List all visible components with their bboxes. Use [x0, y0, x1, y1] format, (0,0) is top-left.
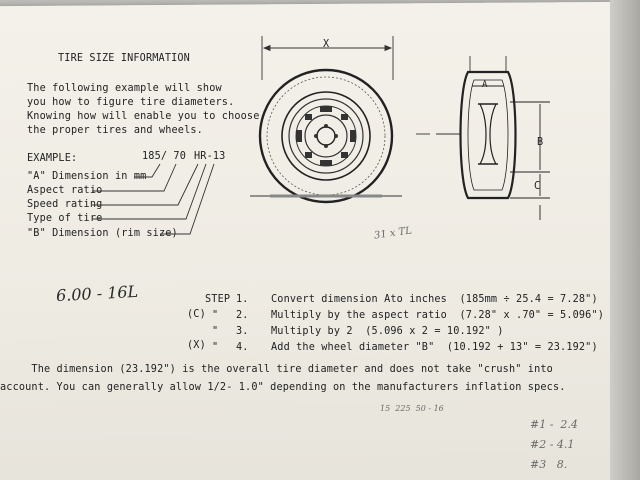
handwritten-note-2: #2 - 4.1: [530, 438, 575, 451]
intro-line: Knowing how will enable you to choose: [27, 111, 260, 122]
conclusion-line: The dimension (23.192") is the overall tire diameter and does not take "crush" into: [0, 364, 553, 375]
step-mark-x: (X): [187, 340, 206, 351]
intro-line: The following example will show: [27, 83, 222, 94]
diagram-x-label: X: [323, 39, 330, 50]
handwritten-bottom-note: 15 225 50 - 16: [380, 404, 444, 413]
step-2-text: Multiply by the aspect ratio (7.28" x .70" = 5.096"): [271, 310, 605, 321]
example-code: HR-13: [194, 151, 226, 162]
legend-a-dimension: "A" Dimension in mm: [27, 171, 147, 182]
conclusion-line: account. You can generally allow 1/2- 1.0" depending on the manufacturers inflation specs.: [0, 382, 566, 393]
legend-speed-rating: Speed rating: [27, 199, 103, 210]
step-3-number: 3.: [236, 326, 249, 337]
step-1-text: Convert dimension Ato inches (185mm ÷ 25.4 = 7.28"): [271, 294, 598, 305]
step-4-text: Add the wheel diameter "B" (10.192 + 13" = 23.192"): [271, 342, 598, 353]
handwritten-tire-size: 6.00 - 16L: [55, 281, 139, 306]
example-label: EXAMPLE:: [27, 153, 78, 164]
step-mark-c: (C): [187, 309, 206, 320]
diagram-a-label: A: [482, 80, 488, 90]
step-3-prefix: ": [212, 326, 219, 337]
handwritten-note-3: #3 8.: [530, 458, 568, 471]
diagram-c-label: C: [534, 181, 541, 192]
step-1-number: 1.: [236, 294, 249, 305]
diagram-b-label: B: [537, 137, 544, 148]
legend-tire-type: Type of tire: [27, 213, 103, 224]
diagram-handwritten-note: 31 x TL: [373, 225, 413, 242]
step-1-prefix: STEP: [205, 294, 231, 305]
legend-aspect-ratio: Aspect ratio: [27, 185, 103, 196]
handwritten-note-1: #1 - 2.4: [530, 418, 578, 431]
step-3-text: Multiply by 2 (5.096 x 2 = 10.192" ): [271, 326, 504, 337]
step-4-number: 4.: [236, 342, 249, 353]
intro-line: the proper tires and wheels.: [27, 125, 203, 136]
step-2-prefix: ": [212, 310, 219, 321]
page-title: TIRE SIZE INFORMATION: [58, 53, 190, 64]
intro-line: you how to figure tire diameters.: [27, 97, 235, 108]
step-2-number: 2.: [236, 310, 249, 321]
example-size: 185/ 70: [142, 151, 186, 162]
legend-b-dimension: "B" Dimension (rim size): [27, 228, 178, 239]
step-4-prefix: ": [212, 342, 219, 353]
